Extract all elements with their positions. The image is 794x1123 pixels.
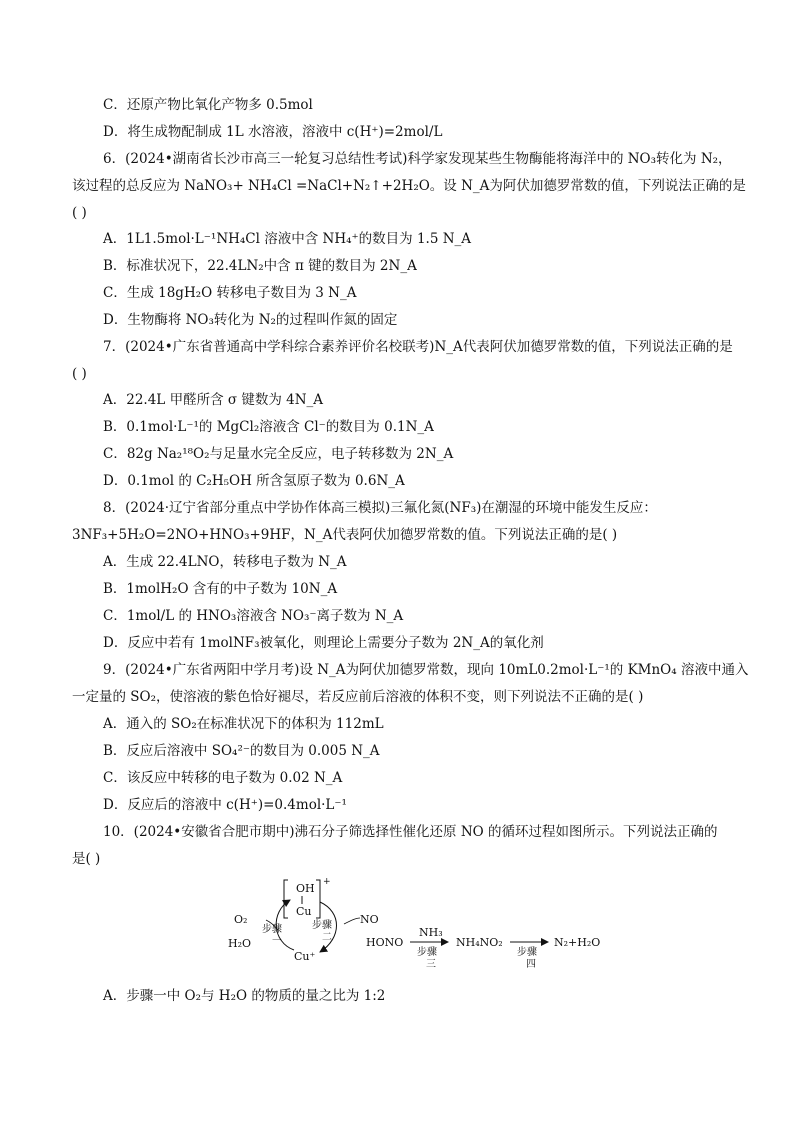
option-a-q10: A．步骤一中 O₂与 H₂O 的物质的量之比为 1:2 [103, 988, 386, 1004]
complex-oh: OH [296, 882, 315, 895]
step2-label: 步骤 [312, 920, 332, 931]
option-d-q7: D．0.1mol 的 C₂H₅OH 所含氢原子数为 0.6N_A [103, 473, 405, 489]
o2-label: O₂ [234, 913, 248, 926]
catalytic-cycle-diagram [220, 872, 620, 972]
option-a-q8: A．生成 22.4LNO，转移电子数为 N_A [103, 554, 347, 570]
option-b-q9: B．反应后溶液中 SO₄²⁻的数目为 0.005 N_A [103, 743, 380, 759]
hono-label: HONO [366, 936, 404, 949]
question-7-answer-blank: ( ) [72, 366, 87, 382]
question-9-stem-cont: 一定量的 SO₂，使溶液的紫色恰好褪尽，若反应前后溶液的体积不变，则下列说法不正确的是( ) [72, 689, 644, 705]
h2o-label: H₂O [228, 937, 252, 950]
option-b-q6: B．标准状况下，22.4LN₂中含 π 键的数目为 2N_A [103, 258, 417, 274]
product-label: N₂+H₂O [554, 936, 601, 949]
step3-number: 三 [426, 959, 436, 970]
step1-label: 步骤 [262, 924, 282, 935]
step4-number: 四 [526, 959, 536, 970]
complex-charge: + [323, 877, 331, 887]
cu-plus-label: Cu⁺ [294, 950, 316, 963]
nh3-label: NH₃ [419, 926, 443, 939]
option-d-q5: D．将生成物配制成 1L 水溶液，溶液中 c(H⁺)=2mol/L [103, 124, 443, 140]
question-6-answer-blank: ( ) [72, 205, 87, 221]
step4-label: 步骤 [517, 947, 537, 958]
option-a-q6: A．1L1.5mol·L⁻¹NH₄Cl 溶液中含 NH₄⁺的数目为 1.5 N_A [103, 231, 472, 247]
question-10-stem: 10．(2024•安徽省合肥市期中)沸石分子筛选择性催化还原 NO 的循环过程如图所示。下列说法正确的 [103, 824, 718, 840]
no-inflow [344, 918, 360, 924]
nh4no2-label: NH₄NO₂ [456, 936, 503, 949]
question-8-stem-cont: 3NF₃+5H₂O=2NO+HNO₃+9HF，N_A代表阿伏加德罗常数的值。下列说法正确的是( ) [72, 527, 618, 543]
step3-label: 步骤 [417, 947, 437, 958]
option-b-q7: B．0.1mol·L⁻¹的 MgCl₂溶液含 Cl⁻的数目为 0.1N_A [103, 419, 434, 435]
question-8-stem: 8．(2024·辽宁省部分重点中学协作体高三模拟)三氟化氮(NF₃)在潮湿的环境中能发生反应： [103, 500, 657, 516]
option-a-q9: A．通入的 SO₂在标准状况下的体积为 112mL [103, 716, 384, 732]
question-10-stem-cont: 是( ) [72, 851, 101, 867]
option-d-q6: D．生物酶将 NO₃转化为 N₂的过程叫作氮的固定 [103, 312, 398, 328]
option-c-q7: C．82g Na₂¹⁸O₂与足量水完全反应，电子转移数为 2N_A [103, 446, 454, 462]
option-c-q6: C．生成 18gH₂O 转移电子数目为 3 N_A [103, 285, 357, 301]
question-6-stem: 6．(2024•湖南省长沙市高三一轮复习总结性考试)科学家发现某些生物酶能将海洋中的 NO₃转化为 N₂， [103, 151, 732, 167]
option-d-q9: D．反应后的溶液中 c(H⁺)=0.4mol·L⁻¹ [103, 797, 347, 813]
right-bracket [316, 880, 320, 918]
left-bracket [284, 880, 288, 918]
option-d-q8: D．反应中若有 1molNF₃被氧化，则理论上需要分子数为 2N_A的氧化剂 [103, 635, 544, 651]
option-c-q8: C．1mol/L 的 HNO₃溶液含 NO₃⁻离子数为 N_A [103, 608, 404, 624]
complex-cu: Cu [296, 905, 312, 918]
no-label: NO [360, 913, 379, 926]
option-c-q9: C．该反应中转移的电子数为 0.02 N_A [103, 770, 343, 786]
option-a-q7: A．22.4L 甲醛所含 σ 键数为 4N_A [103, 392, 324, 408]
option-c-q5: C．还原产物比氧化产物多 0.5mol [103, 97, 313, 113]
question-7-stem: 7．(2024•广东省普通高中学科综合素养评价名校联考)N_A代表阿伏加德罗常数的值，下列说法正确的是 [103, 339, 733, 355]
step2-number: 二 [322, 932, 332, 943]
option-b-q8: B．1molH₂O 含有的中子数为 10N_A [103, 581, 338, 597]
question-6-stem-cont: 该过程的总反应为 NaNO₃+ NH₄Cl =NaCl+N₂↑+2H₂O。设 N_A为阿伏加德罗常数的值，下列说法正确的是 [72, 178, 746, 194]
question-9-stem: 9．(2024•广东省两阳中学月考)设 N_A为阿伏加德罗常数，现向 10mL0.2mol·L⁻¹的 KMnO₄ 溶液中通入 [103, 662, 749, 678]
step1-number: 一 [272, 936, 282, 947]
